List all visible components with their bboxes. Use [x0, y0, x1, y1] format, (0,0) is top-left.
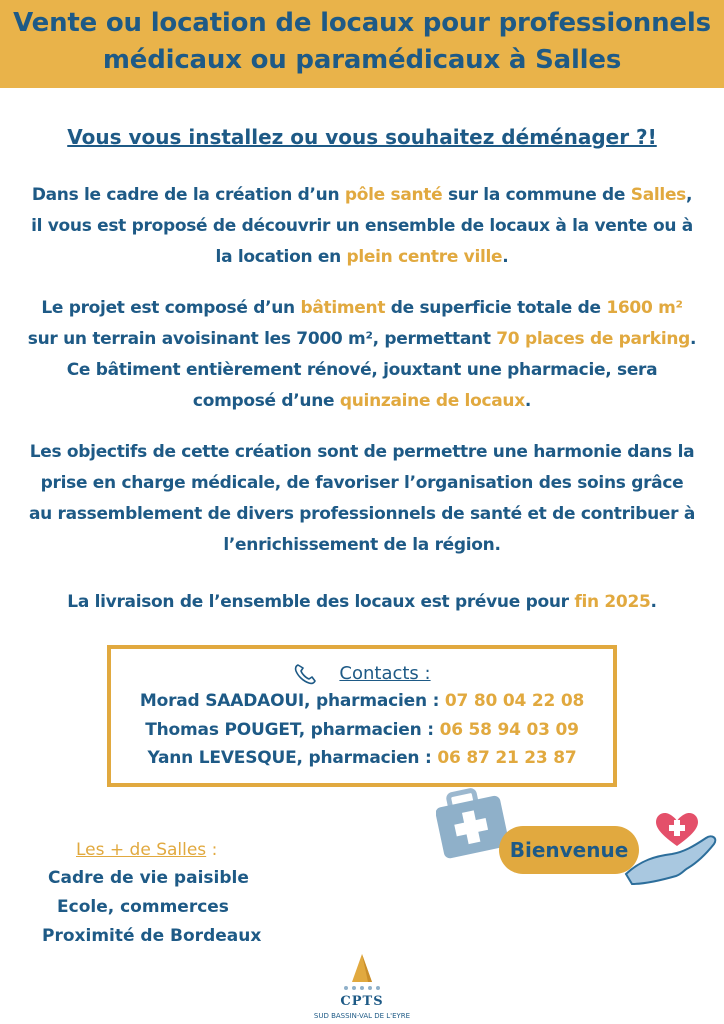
paragraph-line: Le projet est composé d’un bâtiment de superficie totale de 1600 m² [41, 298, 683, 318]
paragraph-line: Dans le cadre de la création d’un pôle santé sur la commune de Salles, [31, 185, 693, 205]
paragraph-line: prise en charge médicale, de favoriser l’organisation des soins grâce [40, 473, 684, 493]
advantage-item: Proximité de Bordeaux [42, 926, 262, 946]
advantages-heading: Les + de Salles : [76, 840, 218, 860]
paragraph-line: au rassemblement de divers professionnels de santé et de contribuer à [28, 504, 696, 524]
page-title-line-2: médicaux ou paramédicaux à Salles [102, 45, 622, 75]
paragraph-line: composé d’une quinzaine de locaux. [192, 391, 532, 411]
welcome-badge: Bienvenue [499, 826, 639, 874]
logo-subtitle: SUD BASSIN-VAL DE L'EYRE [313, 1012, 411, 1020]
contact-phone[interactable]: 06 58 94 03 09 [439, 720, 579, 740]
contact-phone[interactable]: 06 87 21 23 87 [437, 748, 577, 768]
paragraph-line: Les objectifs de cette création sont de permettre une harmonie dans la [29, 442, 695, 462]
page-title-line-1: Vente ou location de locaux pour professionnels [13, 8, 711, 38]
contacts-heading [111, 663, 613, 685]
contacts-box [107, 645, 617, 787]
contact-line [111, 748, 613, 768]
paragraph-line: la location en plein centre ville. [215, 247, 509, 267]
contacts-title: Contacts : [339, 663, 431, 684]
paragraph-line: La livraison de l’ensemble des locaux est prévue pour fin 2025. [67, 592, 657, 612]
hand-icon [626, 836, 715, 884]
paragraph-project [0, 293, 724, 417]
advantage-item: Ecole, commerces [57, 897, 229, 917]
logo-name: CPTS [340, 994, 384, 1009]
paragraph-line: Ce bâtiment entièrement rénové, jouxtant une pharmacie, sera [66, 360, 658, 380]
header-banner [0, 0, 724, 88]
logo-icon [322, 952, 402, 992]
contact-name: Thomas POUGET, pharmacien : [145, 720, 440, 740]
paragraph-objectives [0, 437, 724, 561]
contact-line [111, 720, 613, 740]
paragraph-delivery [0, 587, 724, 618]
cpts-logo [313, 952, 411, 1024]
paragraph-line: il vous est proposé de découvrir un ensemble de locaux à la vente ou à [31, 216, 693, 236]
contact-phone[interactable]: 07 80 04 22 08 [444, 691, 585, 711]
paragraph-line: l’enrichissement de la région. [223, 535, 501, 555]
advantage-item: Cadre de vie paisible [48, 868, 249, 888]
subtitle: Vous vous installez ou vous souhaitez déménager ?! [67, 125, 657, 149]
contact-line [111, 691, 613, 711]
paragraph-intro [0, 180, 724, 273]
paragraph-line: sur un terrain avoisinant les 7000 m², permettant 70 places de parking. [27, 329, 697, 349]
phone-icon [293, 663, 319, 685]
contact-name: Morad SAADAOUI, pharmacien : [139, 691, 445, 711]
contact-name: Yann LEVESQUE, pharmacien : [147, 748, 438, 768]
